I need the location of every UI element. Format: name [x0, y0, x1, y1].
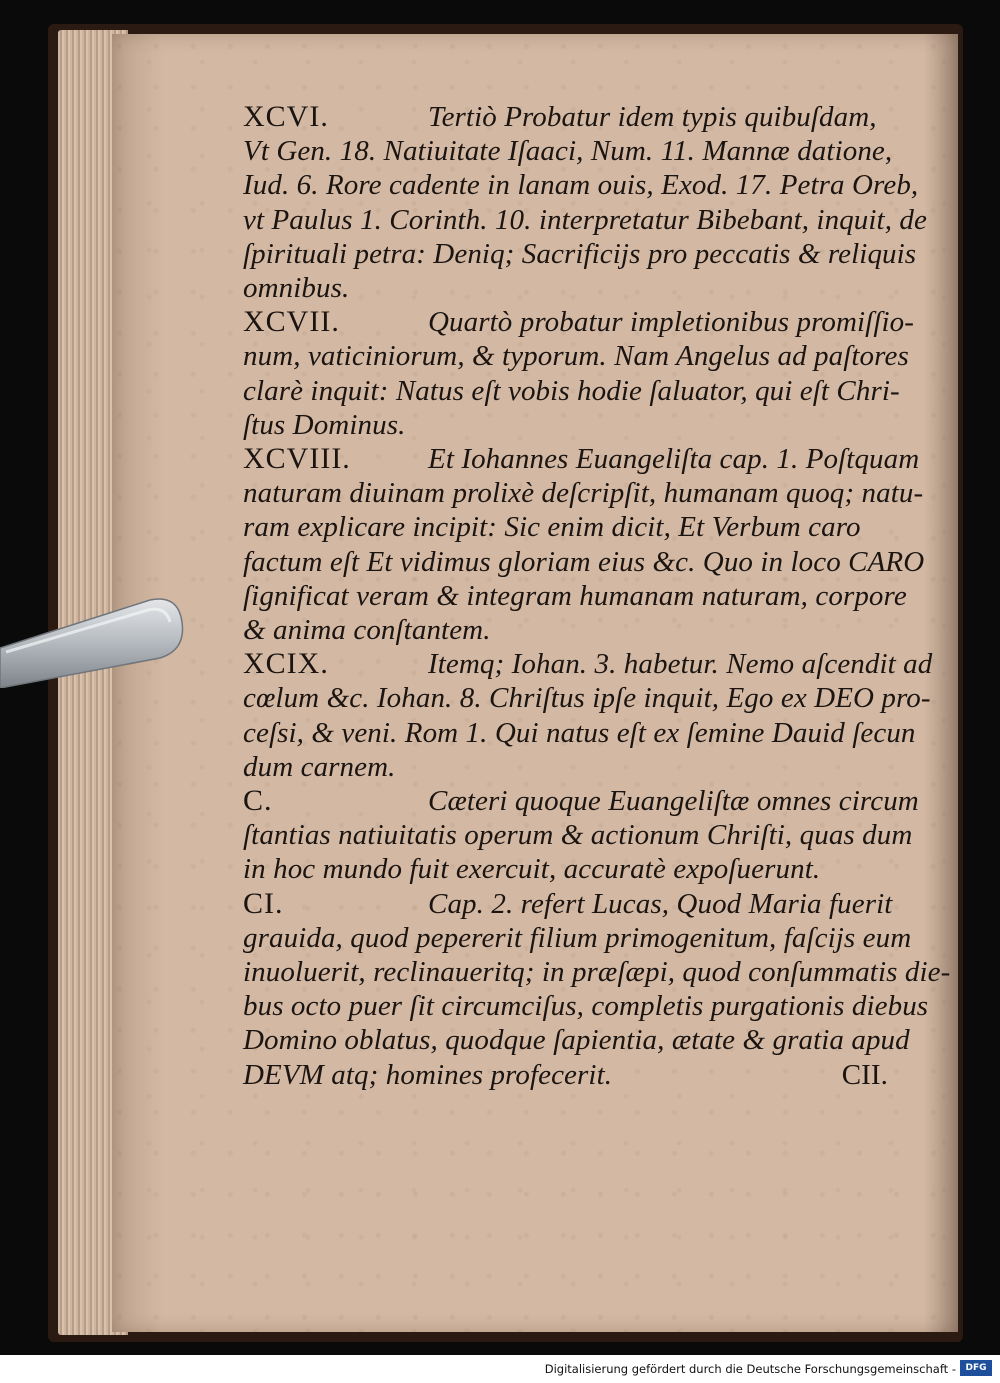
section-xcvi: [243, 100, 927, 305]
section-number: XCVII.: [243, 305, 340, 339]
text-line: num, vaticiniorum, & typorum. Nam Angelus ad paſtores: [243, 340, 909, 373]
catchword: CII.: [841, 1058, 888, 1091]
text-line: omnibus.: [243, 272, 350, 305]
footer-credit: Digitalisierung gefördert durch die Deutsche Forschungsgemeinschaft -: [544, 1362, 956, 1376]
text-line: ceſsi, & veni. Rom 1. Qui natus eſt ex ſemine Dauid ſecun: [243, 716, 916, 749]
text-line: Iud. 6. Rore cadente in lanam ouis, Exod. 17. Petra Oreb,: [243, 169, 919, 202]
section-first-line: Quartò probatur impletionibus promiſſio-: [428, 306, 915, 339]
text-line: bus octo puer ſit circumciſus, completis purgationis diebus: [243, 990, 929, 1023]
section-number: XCIX.: [243, 647, 329, 681]
text-line: grauida, quod pepererit filium primogenitum, faſcijs eum: [243, 921, 912, 954]
section-number: XCVIII.: [243, 442, 351, 476]
text-line: vt Paulus 1. Corinth. 10. interpretatur Bibebant, inquit, de: [243, 203, 927, 236]
section-xcix: [243, 647, 933, 784]
text-line: in hoc mundo fuit exercuit, accuratè expoſuerunt.: [243, 853, 821, 886]
text-line: ram explicare incipit: Sic enim dicit, Et Verbum caro: [243, 511, 861, 544]
text-line: & anima conſtantem.: [243, 614, 491, 647]
page-text: [243, 100, 951, 1092]
page-clamp: [0, 592, 190, 688]
section-first-line: Cap. 2. refert Lucas, Quod Maria fuerit: [428, 887, 893, 920]
section-ci: [243, 886, 951, 1092]
text-line: ſpirituali petra: Deniq; Sacrificijs pro peccatis & reliquis: [243, 237, 917, 270]
dfg-logo: DFG: [960, 1360, 992, 1376]
text-line: naturam diuinam prolixè deſcripſit, humanam quoq; natu-: [243, 477, 924, 510]
section-xcvii: [243, 305, 915, 442]
section-first-line: Itemq; Iohan. 3. habetur. Nemo aſcendit ad: [428, 648, 933, 681]
text-line: ſtus Dominus.: [243, 408, 406, 441]
section-first-line: Cæteri quoque Euangeliſtæ omnes circum: [428, 785, 919, 818]
section-first-line: Et Iohannes Euangeliſta cap. 1. Poſtquam: [428, 443, 920, 476]
text-line: clarè inquit: Natus eſt vobis hodie ſaluator, qui eſt Chri-: [243, 374, 900, 407]
section-number: XCVI.: [243, 100, 329, 133]
section-last-line: DEVM atq; homines profecerit.: [243, 1058, 613, 1091]
text-line: ſtantias natiuitatis operum & actionum Chriſti, quas dum: [243, 819, 913, 852]
text-line: ſignificat veram & integram humanam naturam, corpore: [243, 579, 907, 612]
text-line: dum carnem.: [243, 750, 396, 783]
text-line: Domino oblatus, quodque ſapientia, ætate & gratia apud: [243, 1024, 910, 1057]
section-number: C.: [243, 784, 273, 818]
section-c: [243, 784, 919, 887]
text-line: Vt Gen. 18. Natiuitate Iſaaci, Num. 11. Mannæ datione,: [243, 135, 893, 168]
section-xcviii: [243, 442, 925, 647]
section-number: CI.: [243, 886, 284, 920]
footer-bar: [0, 1355, 1000, 1383]
section-first-line: Tertiò Probatur idem typis quibuſdam,: [428, 101, 877, 133]
text-line: factum eſt Et vidimus gloriam eius &c. Quo in loco CARO: [243, 545, 925, 578]
text-line: inuoluerit, reclinaueritq; in præſæpi, quod conſummatis die-: [243, 956, 951, 989]
text-line: cœlum &c. Iohan. 8. Chriſtus ipſe inquit, Ego ex DEO pro-: [243, 682, 931, 715]
